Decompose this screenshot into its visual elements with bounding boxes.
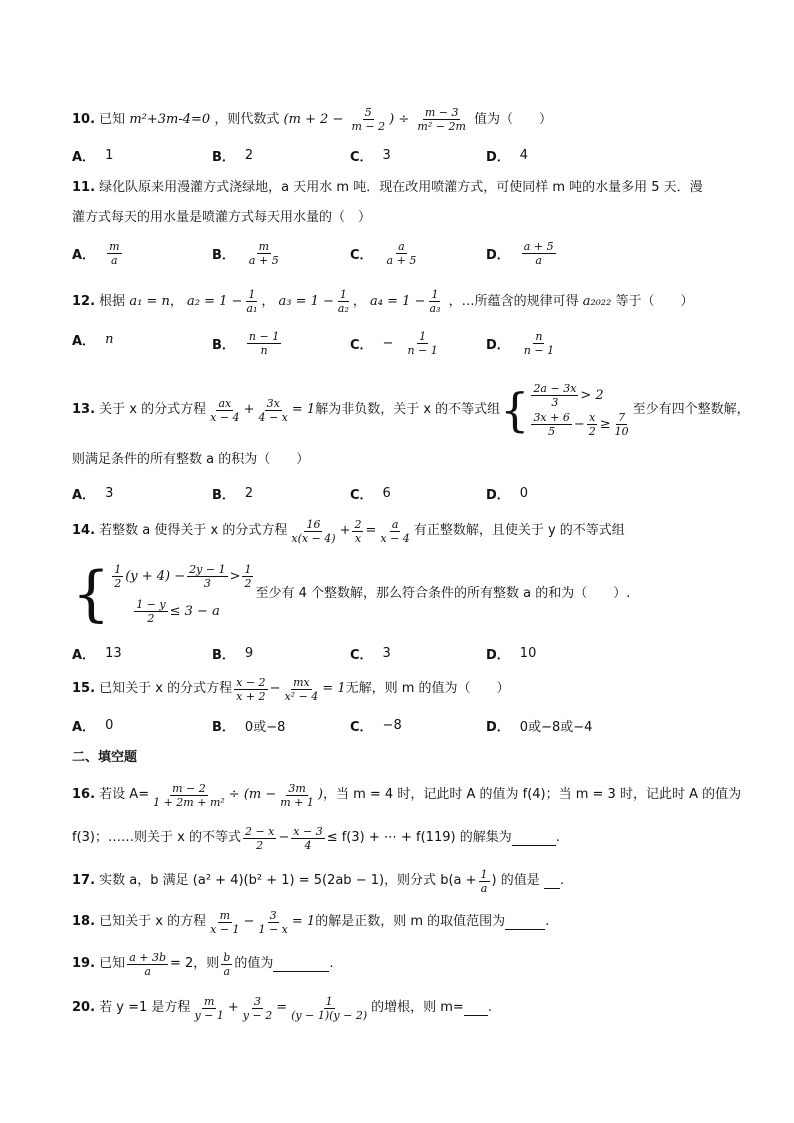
option-b[interactable]: B． 9 bbox=[212, 646, 254, 663]
question-18: 18. 已知关于 x 的方程 $\frac{m}{x - 1}$ − $\frac{3}{1 - x}$ = 1 的解是正数，则 m 的取值范围为 . bbox=[72, 908, 550, 936]
question-text: ，则代数式 bbox=[214, 112, 280, 127]
question-number: 13. bbox=[72, 402, 96, 417]
question-text: ) 的值是 bbox=[491, 873, 540, 888]
fraction: $\frac{x - 3}{4}$ bbox=[293, 824, 323, 852]
option-c[interactable]: C． $\frac{a}{a + 5}$ bbox=[350, 240, 417, 267]
question-text: ，…所蕴含的规律可得 bbox=[448, 294, 579, 309]
term: a₄ = 1 − bbox=[370, 294, 426, 309]
question-text: ，当 m = 4 时，记此时 A 的值为 f(4)；当 m = 3 时，记此时 A 的值为 bbox=[322, 787, 742, 802]
question-text: 至少有 4 个整数解，那么符合条件的所有整数 a 的和为（ ）. bbox=[255, 586, 631, 601]
option-a[interactable]: A． 13 bbox=[72, 646, 122, 663]
question-10 bbox=[72, 106, 552, 133]
question-number: 19. bbox=[72, 956, 96, 971]
question-text: 实数 a，b 满足 (a² + 4)(b² + 1) = 5(2ab − 1)，则分式 b(a + bbox=[99, 873, 477, 888]
question-text: 灌方式每天的用水量是喷灌方式每天用水量的（ ） bbox=[72, 210, 372, 225]
answer-blank[interactable] bbox=[505, 915, 545, 930]
fraction: $\frac{1}{(y - 1)(y - 2)}$ bbox=[291, 994, 368, 1022]
options-q14 bbox=[72, 644, 722, 668]
term: a₃ = 1 − bbox=[278, 294, 334, 309]
option-b[interactable]: B． 2 bbox=[212, 486, 254, 503]
question-13-line2 bbox=[72, 450, 309, 470]
question-text: 解为非负数，关于 x 的不等式组 bbox=[315, 402, 501, 417]
condition: m²+3m-4=0 bbox=[129, 112, 211, 127]
fraction: $\frac{3m}{m + 1}$ bbox=[280, 781, 314, 809]
option-d[interactable]: D． 0或−8或−4 bbox=[486, 720, 593, 735]
question-text: 已知关于 x 的方程 bbox=[99, 914, 207, 929]
question-text: 绿化队原来用漫灌方式浇绿地，a 天用水 m 吨．现在改用喷灌方式，可使同样 m 吨的水量多用 5 天．漫 bbox=[99, 180, 703, 195]
option-c[interactable]: C． 3 bbox=[350, 646, 391, 663]
question-11-line2 bbox=[72, 208, 371, 228]
options-q13 bbox=[72, 484, 722, 508]
fraction: $\frac{mx}{\text{x² − 4}}$ bbox=[284, 675, 319, 703]
option-b[interactable]: B． $\frac{n - 1}{n}$ bbox=[212, 330, 280, 357]
option-c[interactable]: C． − $\frac{1}{n - 1}$ bbox=[350, 330, 438, 357]
question-text: ≤ f(3) + ⋯ + f(119) 的解集为 bbox=[326, 830, 512, 845]
option-a[interactable]: A． $\frac{m}{a}$ bbox=[72, 240, 120, 267]
question-14-line2 bbox=[72, 556, 630, 632]
expression: (m + 2 − $\frac{5}{m - 2}$ ) ÷ $\frac{m - 3}{\text{m² − 2m}}$ bbox=[283, 106, 466, 133]
fraction: $\frac{1}{a}$ bbox=[480, 867, 488, 895]
fraction: $\frac{2 - x}{2}$ bbox=[244, 824, 275, 852]
fraction: $\frac{3x}{4 - x}$ bbox=[258, 396, 288, 424]
question-number: 20. bbox=[72, 1000, 96, 1015]
question-text: 无解，则 m 的值为（ ） bbox=[345, 681, 510, 696]
question-11 bbox=[72, 178, 703, 198]
question-text: 关于 x 的分式方程 bbox=[99, 402, 207, 417]
question-number: 14. bbox=[72, 523, 96, 538]
fraction: $\frac{2}{x}$ bbox=[354, 517, 362, 545]
fraction: $\frac{1}{\text{a₃}}$ bbox=[429, 288, 441, 315]
option-c[interactable]: C． 6 bbox=[350, 486, 391, 503]
fraction: $\frac{x - 2}{x + 2}$ bbox=[236, 675, 266, 703]
question-text: 值为（ ） bbox=[474, 112, 553, 127]
fraction: $\frac{m}{y - 1}$ bbox=[194, 994, 224, 1022]
question-text: 则满足条件的所有整数 a 的积为（ ） bbox=[72, 452, 310, 467]
fraction: $\frac{b}{a}$ bbox=[223, 950, 231, 978]
option-a[interactable]: A． 3 bbox=[72, 486, 114, 503]
option-b[interactable]: B． $\frac{m}{a + 5}$ bbox=[212, 240, 279, 267]
option-c[interactable]: C． −8 bbox=[350, 718, 402, 735]
question-number: 10. bbox=[72, 112, 96, 127]
question-15: 15. 已知关于 x 的分式方程 $\frac{x - 2}{x + 2}$ − $\frac{mx}{\text{x² − 4}}$ = 1 无解，则 m 的值为（ ） bbox=[72, 675, 510, 703]
option-b[interactable]: B． 0或−8 bbox=[212, 720, 286, 735]
question-text: 等于（ ） bbox=[615, 294, 694, 309]
question-number: 16. bbox=[72, 787, 96, 802]
fraction: $\frac{m - 3}{\text{m² − 2m}}$ bbox=[417, 106, 466, 133]
question-20: 20. 若 y =1 是方程 $\frac{m}{y - 1}$ + $\frac{3}{y - 2}$ = $\frac{1}{(y - 1)(y - 2)}$ 的增根，则 m= . bbox=[72, 994, 492, 1022]
question-number: 17. bbox=[72, 873, 96, 888]
fraction: $\frac{1}{\text{a₂}}$ bbox=[337, 288, 349, 315]
answer-blank[interactable] bbox=[512, 831, 556, 846]
fraction: $\frac{m - 2}{\text{1 + 2m + m²}}$ bbox=[153, 781, 225, 809]
answer-blank[interactable] bbox=[544, 874, 560, 889]
term: a₂₀₂₂ bbox=[582, 294, 612, 309]
fraction: $\frac{5}{m - 2}$ bbox=[351, 106, 386, 133]
fraction: $\frac{1}{\text{a₁}}$ bbox=[246, 288, 258, 315]
fraction: $\frac{m}{x - 1}$ bbox=[210, 908, 240, 936]
option-c[interactable]: C． 3 bbox=[350, 148, 391, 165]
question-text: 的增根，则 m= bbox=[371, 1000, 464, 1015]
fraction: $\frac{ax}{x - 4}$ bbox=[210, 396, 240, 424]
answer-blank[interactable] bbox=[464, 1001, 488, 1016]
question-text: 有正整数解，且使关于 y 的不等式组 bbox=[413, 523, 625, 538]
question-number: 15. bbox=[72, 681, 96, 696]
question-12: 12. 根据 a₁ = n， a₂ = 1 − $\frac{1}{\text{a₁}}$ ， a₃ = 1 − $\frac{1}{\text{a₂}}$ ， a₄ = 1 − $\frac{1}{\text{a₃}}$ ，…所蕴含的规律可得 a₂₀₂₂ 等于（ ） bbox=[72, 288, 694, 315]
question-text: 若设 A= bbox=[99, 787, 150, 802]
inequality-system: { $\frac{2a - 3x}{3}$ > 2 $\frac{3x + 6}{5}$ − $\frac{x}{2}$ ≥ $\frac{7}{10}$ bbox=[500, 382, 629, 438]
options-q12 bbox=[72, 330, 722, 357]
question-text: 的值为 bbox=[234, 956, 274, 971]
option-d[interactable]: D． 4 bbox=[486, 148, 529, 165]
option-d[interactable]: D． 10 bbox=[486, 646, 537, 663]
fraction: $\frac{3}{1 - x}$ bbox=[258, 908, 288, 936]
term: a₂ = 1 − bbox=[186, 294, 243, 309]
question-number: 18. bbox=[72, 914, 96, 929]
option-a[interactable]: A． 1 bbox=[72, 148, 114, 165]
question-text: 根据 bbox=[99, 294, 126, 309]
fraction: $\frac{a}{x - 4}$ bbox=[380, 517, 410, 545]
option-a[interactable]: A． 0 bbox=[72, 718, 114, 735]
option-b[interactable]: B． 2 bbox=[212, 148, 254, 165]
question-text: f(3)；……则关于 x 的不等式 bbox=[72, 830, 241, 845]
question-text: 的解是正数，则 m 的取值范围为 bbox=[315, 914, 506, 929]
term: a₁ = n bbox=[129, 294, 170, 309]
question-13: 13. 关于 x 的分式方程 $\frac{ax}{x - 4}$ + $\frac{3x}{4 - x}$ = 1 解为非负数，关于 x 的不等式组 { $\frac{2a - 3x}{3}$ > 2 $\frac{3x + 6}{5}$ − $\frac{x}{2}$ ≥ $\frac{7}{10}$ 至少有四个整数解， bbox=[72, 382, 750, 438]
options-q10 bbox=[72, 146, 722, 170]
question-16-line2: f(3)；……则关于 x 的不等式 $\frac{2 - x}{2}$ − $\frac{x - 3}{4}$ ≤ f(3) + ⋯ + f(119) 的解集为 . bbox=[72, 824, 560, 852]
question-16: 16. 若设 A= $\frac{m - 2}{\text{1 + 2m + m²}}$ ÷ (m − $\frac{3m}{m + 1}$ ) ，当 m = 4 时，记此时 A 的值为 f(4)；当 m = 3 时，记此时 A 的值为 bbox=[72, 781, 742, 809]
question-text: 至少有四个整数解， bbox=[632, 402, 750, 417]
option-a[interactable]: A． n bbox=[72, 332, 114, 349]
question-17: 17. 实数 a，b 满足 (a² + 4)(b² + 1) = 5(2ab − 1)，则分式 b(a + $\frac{1}{a}$ ) 的值是 . bbox=[72, 867, 565, 895]
fraction: $\frac{3}{y - 2}$ bbox=[242, 994, 273, 1022]
question-14: 14. 若整数 a 使得关于 x 的分式方程 $\frac{16}{x(x - 4)}$ + $\frac{2}{x}$ = $\frac{a}{x - 4}$ 有正整数解，且使关于 y 的不等式组 bbox=[72, 517, 625, 545]
question-text: 已知 bbox=[99, 956, 126, 971]
fraction: $\frac{a + 3b}{a}$ bbox=[129, 950, 166, 978]
question-text: 若整数 a 使得关于 x 的分式方程 bbox=[99, 523, 288, 538]
question-19: 19. 已知 $\frac{a + 3b}{a}$ = 2，则 $\frac{b}{a}$ 的值为 . bbox=[72, 950, 334, 978]
options-q11 bbox=[72, 240, 722, 267]
inequality-system: { $\frac{1}{2}$ (y + 4) − $\frac{2y - 1}{3}$ > $\frac{1}{2}$ $\frac{1 - y}{2}$ ≤ 3 − a bbox=[72, 559, 252, 629]
fraction: $\frac{16}{x(x - 4)}$ bbox=[291, 517, 336, 545]
question-text: 若 y =1 是方程 bbox=[99, 1000, 191, 1015]
option-d[interactable]: D． 0 bbox=[486, 486, 529, 503]
question-number: 12. bbox=[72, 294, 96, 309]
question-number: 11. bbox=[72, 180, 96, 195]
options-q15 bbox=[72, 716, 722, 740]
question-text: 已知 bbox=[99, 112, 126, 127]
option-d[interactable]: D． $\frac{n}{n - 1}$ bbox=[486, 330, 555, 357]
question-text: 已知关于 x 的分式方程 bbox=[99, 681, 233, 696]
section-heading: 二、填空题 bbox=[72, 750, 138, 765]
option-d[interactable]: D． $\frac{a + 5}{a}$ bbox=[486, 240, 554, 267]
answer-blank[interactable] bbox=[273, 957, 329, 972]
